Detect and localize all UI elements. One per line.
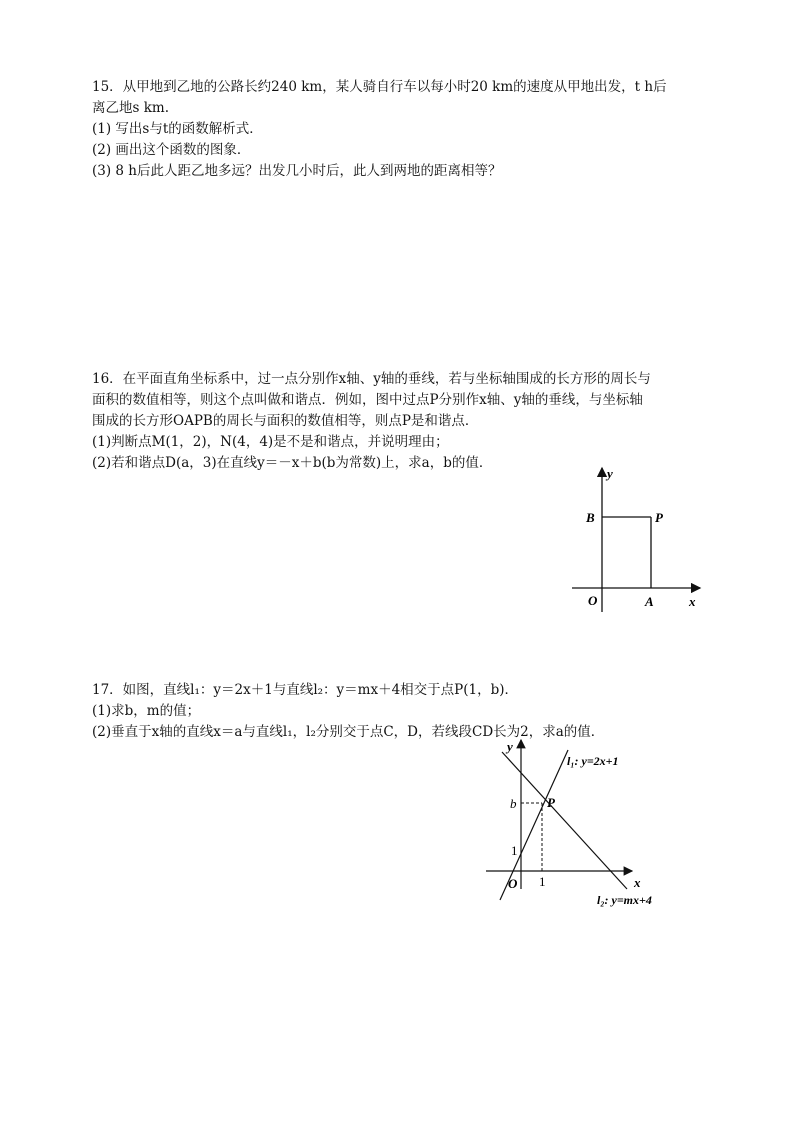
q15-line-2: 离乙地s km. bbox=[92, 100, 169, 116]
q16-figure bbox=[560, 462, 710, 622]
point-A-label: A bbox=[645, 594, 654, 609]
point-P-label: P bbox=[655, 510, 663, 525]
x-axis-label: x bbox=[689, 594, 696, 609]
q16-line-3: 围成的长方形OAPB的周长与面积的数值相等，则点P是和谐点． bbox=[92, 413, 479, 429]
one-x-label: 1 bbox=[539, 874, 546, 889]
y-axis-label: y bbox=[507, 739, 513, 754]
q17-part-2: (2)垂直于x轴的直线x＝a与直线l₁，l₂分别交于点C，D，若线段CD长为2，求a的值． bbox=[92, 724, 605, 740]
y-axis-label: y bbox=[607, 466, 613, 481]
b-label: b bbox=[510, 796, 517, 811]
origin-label: O bbox=[508, 876, 518, 891]
q16-part-2: (2)若和谐点D(a，3)在直线y＝－x＋b(b为常数)上，求a，b的值． bbox=[92, 455, 493, 471]
point-B-label: B bbox=[586, 510, 595, 525]
q15-part-3: (3) 8 h后此人距乙地多远？出发几小时后，此人到两地的距离相等？ bbox=[92, 163, 502, 179]
q17-figure bbox=[480, 734, 695, 916]
q16-line-2: 面积的数值相等，则这个点叫做和谐点．例如，图中过点P分别作x轴、y轴的垂线，与坐标轴 bbox=[92, 392, 643, 408]
q17-part-1: (1)求b，m的值； bbox=[92, 703, 201, 719]
q16-part-1: (1)判断点M(1，2)，N(4，4)是不是和谐点，并说明理由； bbox=[92, 434, 449, 450]
l2-label: l₂: y=mx+4 bbox=[597, 893, 652, 907]
x-axis-label: x bbox=[634, 875, 641, 890]
q15-line-1: 15．从甲地到乙地的公路长约240 km，某人骑自行车以每小时20 km的速度从甲地出发，t h后 bbox=[92, 79, 667, 95]
q17-line-1: 17．如图，直线l₁：y＝2x＋1与直线l₂：y＝mx＋4相交于点P(1，b)． bbox=[92, 682, 519, 698]
q15-part-1: (1) 写出s与t的函数解析式． bbox=[92, 121, 263, 137]
l1-label: l₁: y=2x+1 bbox=[567, 754, 619, 768]
q16-line-1: 16．在平面直角坐标系中，过一点分别作x轴、y轴的垂线，若与坐标轴围成的长方形的周长与 bbox=[92, 371, 651, 387]
origin-label: O bbox=[588, 593, 598, 608]
q15-part-2: (2) 画出这个函数的图象． bbox=[92, 142, 251, 158]
point-P-label: P bbox=[547, 795, 555, 810]
one-y-label: 1 bbox=[511, 843, 518, 858]
